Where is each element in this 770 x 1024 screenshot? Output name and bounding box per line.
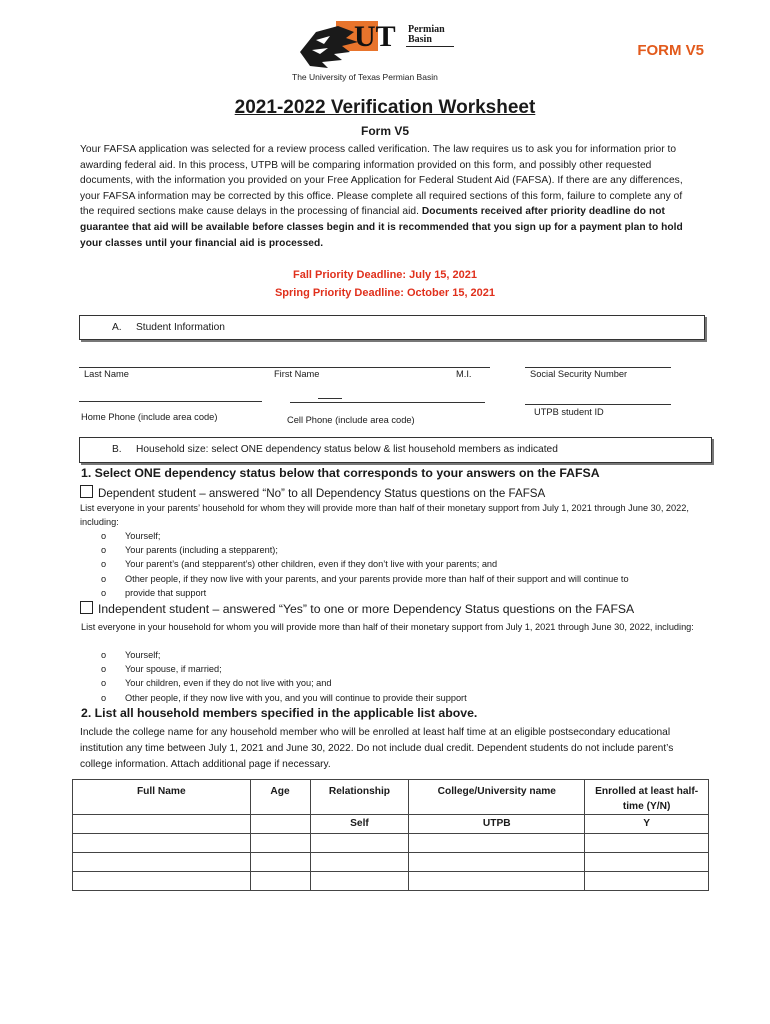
intro-text: Your FAFSA application was selected for a review process called verification. The law requires us to ask you for information prior to awarding federal aid. In this process, UTPB will be comparing information provided on this form, and possibly other requested documents, with the information you provided on your Free Application for Federal Student Aid (FAFSA). If there are any differences, your FAFSA information may be corrected by this office. Please complete all required sections of this form, failure to complete any of the required sections make cause delays in the processing of financial aid.	[80, 144, 683, 218]
col-age: Age	[250, 780, 310, 815]
table-cell[interactable]	[409, 834, 585, 853]
intro-paragraph	[80, 142, 692, 251]
table-cell[interactable]	[250, 834, 310, 853]
logo-rule	[406, 46, 454, 47]
table-cell[interactable]	[73, 834, 251, 853]
table-cell[interactable]	[250, 872, 310, 891]
bullet-marker: o	[101, 559, 107, 570]
ssn-field[interactable]: Social Security Number	[530, 369, 628, 379]
bullet-text: Other people, if they now live with you, and you will continue to provide their support	[125, 692, 467, 703]
step2-heading: 2. List all household members specified in the applicable list above.	[81, 706, 478, 720]
table-row	[73, 872, 709, 891]
list-item	[101, 676, 467, 690]
table-cell[interactable]: Self	[310, 815, 409, 834]
table-row	[73, 853, 709, 872]
logo-subtext	[408, 25, 445, 45]
list-item	[101, 572, 629, 586]
list-item	[101, 662, 467, 676]
page-subtitle: Form V5	[360, 124, 409, 138]
ssn-line	[525, 367, 671, 368]
table-row	[73, 815, 709, 834]
table-cell[interactable]: UTPB	[409, 815, 585, 834]
table-cell[interactable]	[409, 872, 585, 891]
col-relationship: Relationship	[310, 780, 409, 815]
table-cell[interactable]	[73, 815, 251, 834]
table-cell[interactable]	[310, 853, 409, 872]
table-cell[interactable]	[250, 815, 310, 834]
table-cell[interactable]	[310, 834, 409, 853]
section-a-label: Student Information	[136, 322, 225, 333]
household-table	[72, 779, 709, 891]
list-item	[101, 543, 629, 557]
list-item	[101, 586, 629, 600]
bullet-marker: o	[101, 573, 107, 584]
home-phone-field[interactable]: Home Phone (include area code)	[81, 412, 218, 422]
first-name-field[interactable]: First Name	[274, 369, 320, 379]
dependent-option[interactable]	[80, 485, 545, 500]
bullet-marker: o	[101, 664, 107, 675]
dependent-bullets	[101, 529, 629, 600]
independent-text: List everyone in your household for whom you will provide more than half of their monetary support from July 1, 2021 through June 30, 2022, including:	[81, 622, 694, 632]
logo-tagline: The University of Texas Permian Basin	[292, 72, 438, 82]
section-b-label: Household size: select ONE dependency status below & list household members as indicated	[136, 444, 558, 455]
independent-label: Independent student – answered “Yes” to one or more Dependency Status questions on the FAFSA	[98, 602, 635, 616]
bullet-text: Your spouse, if married;	[125, 664, 222, 675]
dependent-text: List everyone in your parents’ household for whom they will provide more than half of their monetary support from July 1, 2021 through June 30, 2022, including:	[80, 503, 689, 527]
bullet-text: Your parents (including a stepparent);	[125, 545, 278, 556]
independent-bullets	[101, 648, 467, 705]
bullet-marker: o	[101, 678, 107, 689]
spring-deadline: Spring Priority Deadline: October 15, 2021	[274, 287, 496, 299]
logo-ut-text: UT	[354, 20, 396, 53]
bullet-marker: o	[101, 692, 107, 703]
cell-phone-tick	[318, 398, 342, 399]
bullet-text: Your children, even if they do not live with you; and	[125, 678, 332, 689]
utpb-id-field[interactable]: UTPB student ID	[534, 407, 604, 417]
utpb-id-line	[525, 404, 671, 405]
page-title: 2021-2022 Verification Worksheet	[234, 97, 536, 118]
bullet-text: provide that support	[125, 587, 207, 598]
list-item	[101, 557, 629, 571]
last-name-field[interactable]: Last Name	[84, 369, 129, 379]
col-full-name: Full Name	[73, 780, 251, 815]
independent-checkbox[interactable]	[80, 601, 93, 614]
bullet-text: Yourself;	[125, 650, 161, 660]
table-cell[interactable]	[310, 872, 409, 891]
dependent-checkbox[interactable]	[80, 485, 93, 498]
section-b-header	[79, 437, 712, 463]
table-cell[interactable]	[73, 853, 251, 872]
list-item	[101, 529, 629, 543]
mi-field[interactable]: M.I.	[456, 369, 472, 379]
bullet-marker: o	[101, 531, 107, 541]
bullet-marker: o	[101, 650, 107, 660]
independent-option[interactable]	[80, 601, 634, 616]
table-cell[interactable]	[409, 853, 585, 872]
list-item	[101, 691, 467, 705]
form-tag: FORM V5	[637, 42, 704, 59]
list-item	[101, 648, 467, 662]
table-cell[interactable]	[585, 834, 709, 853]
bullet-text: Yourself;	[125, 531, 161, 541]
dependent-label: Dependent student – answered “No” to all Dependency Status questions on the FAFSA	[98, 487, 546, 500]
table-cell[interactable]	[585, 853, 709, 872]
cell-phone-field[interactable]: Cell Phone (include area code)	[287, 415, 415, 425]
fall-deadline: Fall Priority Deadline: July 15, 2021	[292, 269, 478, 281]
logo-basin: Basin	[408, 34, 432, 45]
col-enrolled: Enrolled at least half-time (Y/N)	[585, 780, 709, 815]
table-cell[interactable]	[73, 872, 251, 891]
col-college: College/University name	[409, 780, 585, 815]
bullet-text: Your parent’s (and stepparent’s) other children, even if they don’t live with your parents; and	[125, 559, 498, 570]
bullet-marker: o	[101, 587, 107, 598]
cell-phone-line	[290, 402, 485, 403]
section-b-letter: B.	[112, 444, 122, 455]
step2-text: Include the college name for any household member who will be enrolled at least half time at an eligible postsecondary educational institution any time between July 1, 2021 and June 30, 2022. Do not include dual credit. Dependent students do not include parent’s college information. Attach additional page if necessary.	[80, 727, 674, 770]
step1-heading: 1. Select ONE dependency status below that corresponds to your answers on the FAFSA	[81, 466, 600, 480]
table-cell[interactable]: Y	[585, 815, 709, 834]
intro-bold-text: Documents received after priority deadline do not guarantee that aid will be available before classes begin and it is recommended that you sign up for a payment plan to hold your classes until your financial aid is processed.	[80, 206, 683, 249]
logo-permian: Permian	[408, 24, 445, 35]
section-a-header	[79, 315, 705, 340]
table-header-row	[73, 780, 709, 815]
bullet-text: Other people, if they now live with your parents, and your parents provide more than half of their support and will continue to	[125, 573, 629, 584]
bullet-marker: o	[101, 545, 107, 556]
home-phone-line	[79, 401, 262, 402]
table-cell[interactable]	[250, 853, 310, 872]
table-cell[interactable]	[585, 872, 709, 891]
section-a-letter: A.	[112, 322, 122, 333]
table-row	[73, 834, 709, 853]
name-line	[79, 367, 490, 368]
